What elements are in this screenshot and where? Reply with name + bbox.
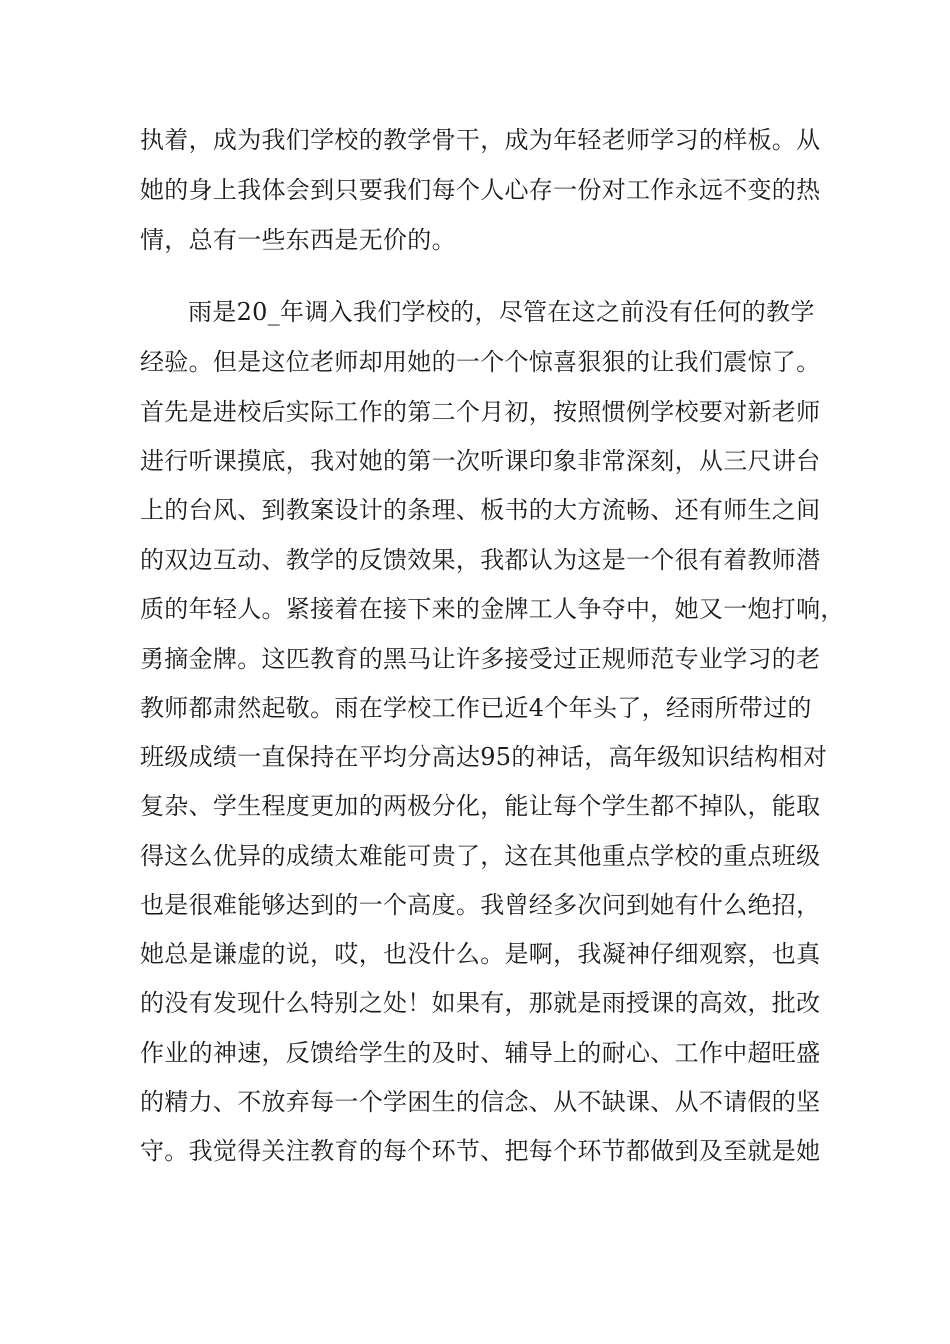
text-line: 上的台风、到教案设计的条理、板书的大方流畅、还有师生之间 xyxy=(140,496,821,524)
text-line: 班级成绩一直保持在平均分高达95的神话，高年级知识结构相对 xyxy=(140,743,828,771)
text-line: 情，总有一些东西是无价的。 xyxy=(140,226,456,254)
text-line: 的双边互动、教学的反馈效果，我都认为这是一个很有着教师潜 xyxy=(140,546,821,574)
text-line: 复杂、学生程度更加的两极分化，能让每个学生都不掉队，能取 xyxy=(140,792,821,820)
text-line: 质的年轻人。紧接着在接下来的金牌工人争夺中，她又一炮打响， xyxy=(140,595,845,623)
text-line: 雨是20_年调入我们学校的，尽管在这之前没有任何的教学 xyxy=(188,298,815,326)
text-line: 勇摘金牌。这匹教育的黑马让许多接受过正规师范专业学习的老 xyxy=(140,645,821,673)
text-line: 教师都肃然起敬。雨在学校工作已近4个年头了，经雨所带过的 xyxy=(140,694,812,722)
text-line: 首先是进校后实际工作的第二个月初，按照惯例学校要对新老师 xyxy=(140,398,821,426)
text-line: 她的身上我体会到只要我们每个人心存一份对工作永远不变的热 xyxy=(140,176,821,204)
text-line: 得这么优异的成绩太难能可贵了，这在其他重点学校的重点班级 xyxy=(140,842,821,870)
text-line: 执着，成为我们学校的教学骨干，成为年轻老师学习的样板。从 xyxy=(140,126,821,154)
text-line: 作业的神速，反馈给学生的及时、辅导上的耐心、工作中超旺盛 xyxy=(140,1039,821,1067)
text-line: 经验。但是这位老师却用她的一个个惊喜狠狠的让我们震惊了。 xyxy=(140,348,821,376)
text-line: 的精力、不放弃每一个学困生的信念、从不缺课、从不请假的坚 xyxy=(140,1088,821,1116)
text-line: 进行听课摸底，我对她的第一次听课印象非常深刻，从三尺讲台 xyxy=(140,447,821,475)
text-line: 也是很难能够达到的一个高度。我曾经多次问到她有什么绝招， xyxy=(140,891,821,919)
text-line: 守。我觉得关注教育的每个环节、把每个环节都做到及至就是她 xyxy=(140,1137,821,1165)
text-line: 的没有发现什么特别之处！如果有，那就是雨授课的高效，批改 xyxy=(140,989,821,1017)
text-line: 她总是谦虚的说，哎，也没什么。是啊，我凝神仔细观察，也真 xyxy=(140,940,821,968)
